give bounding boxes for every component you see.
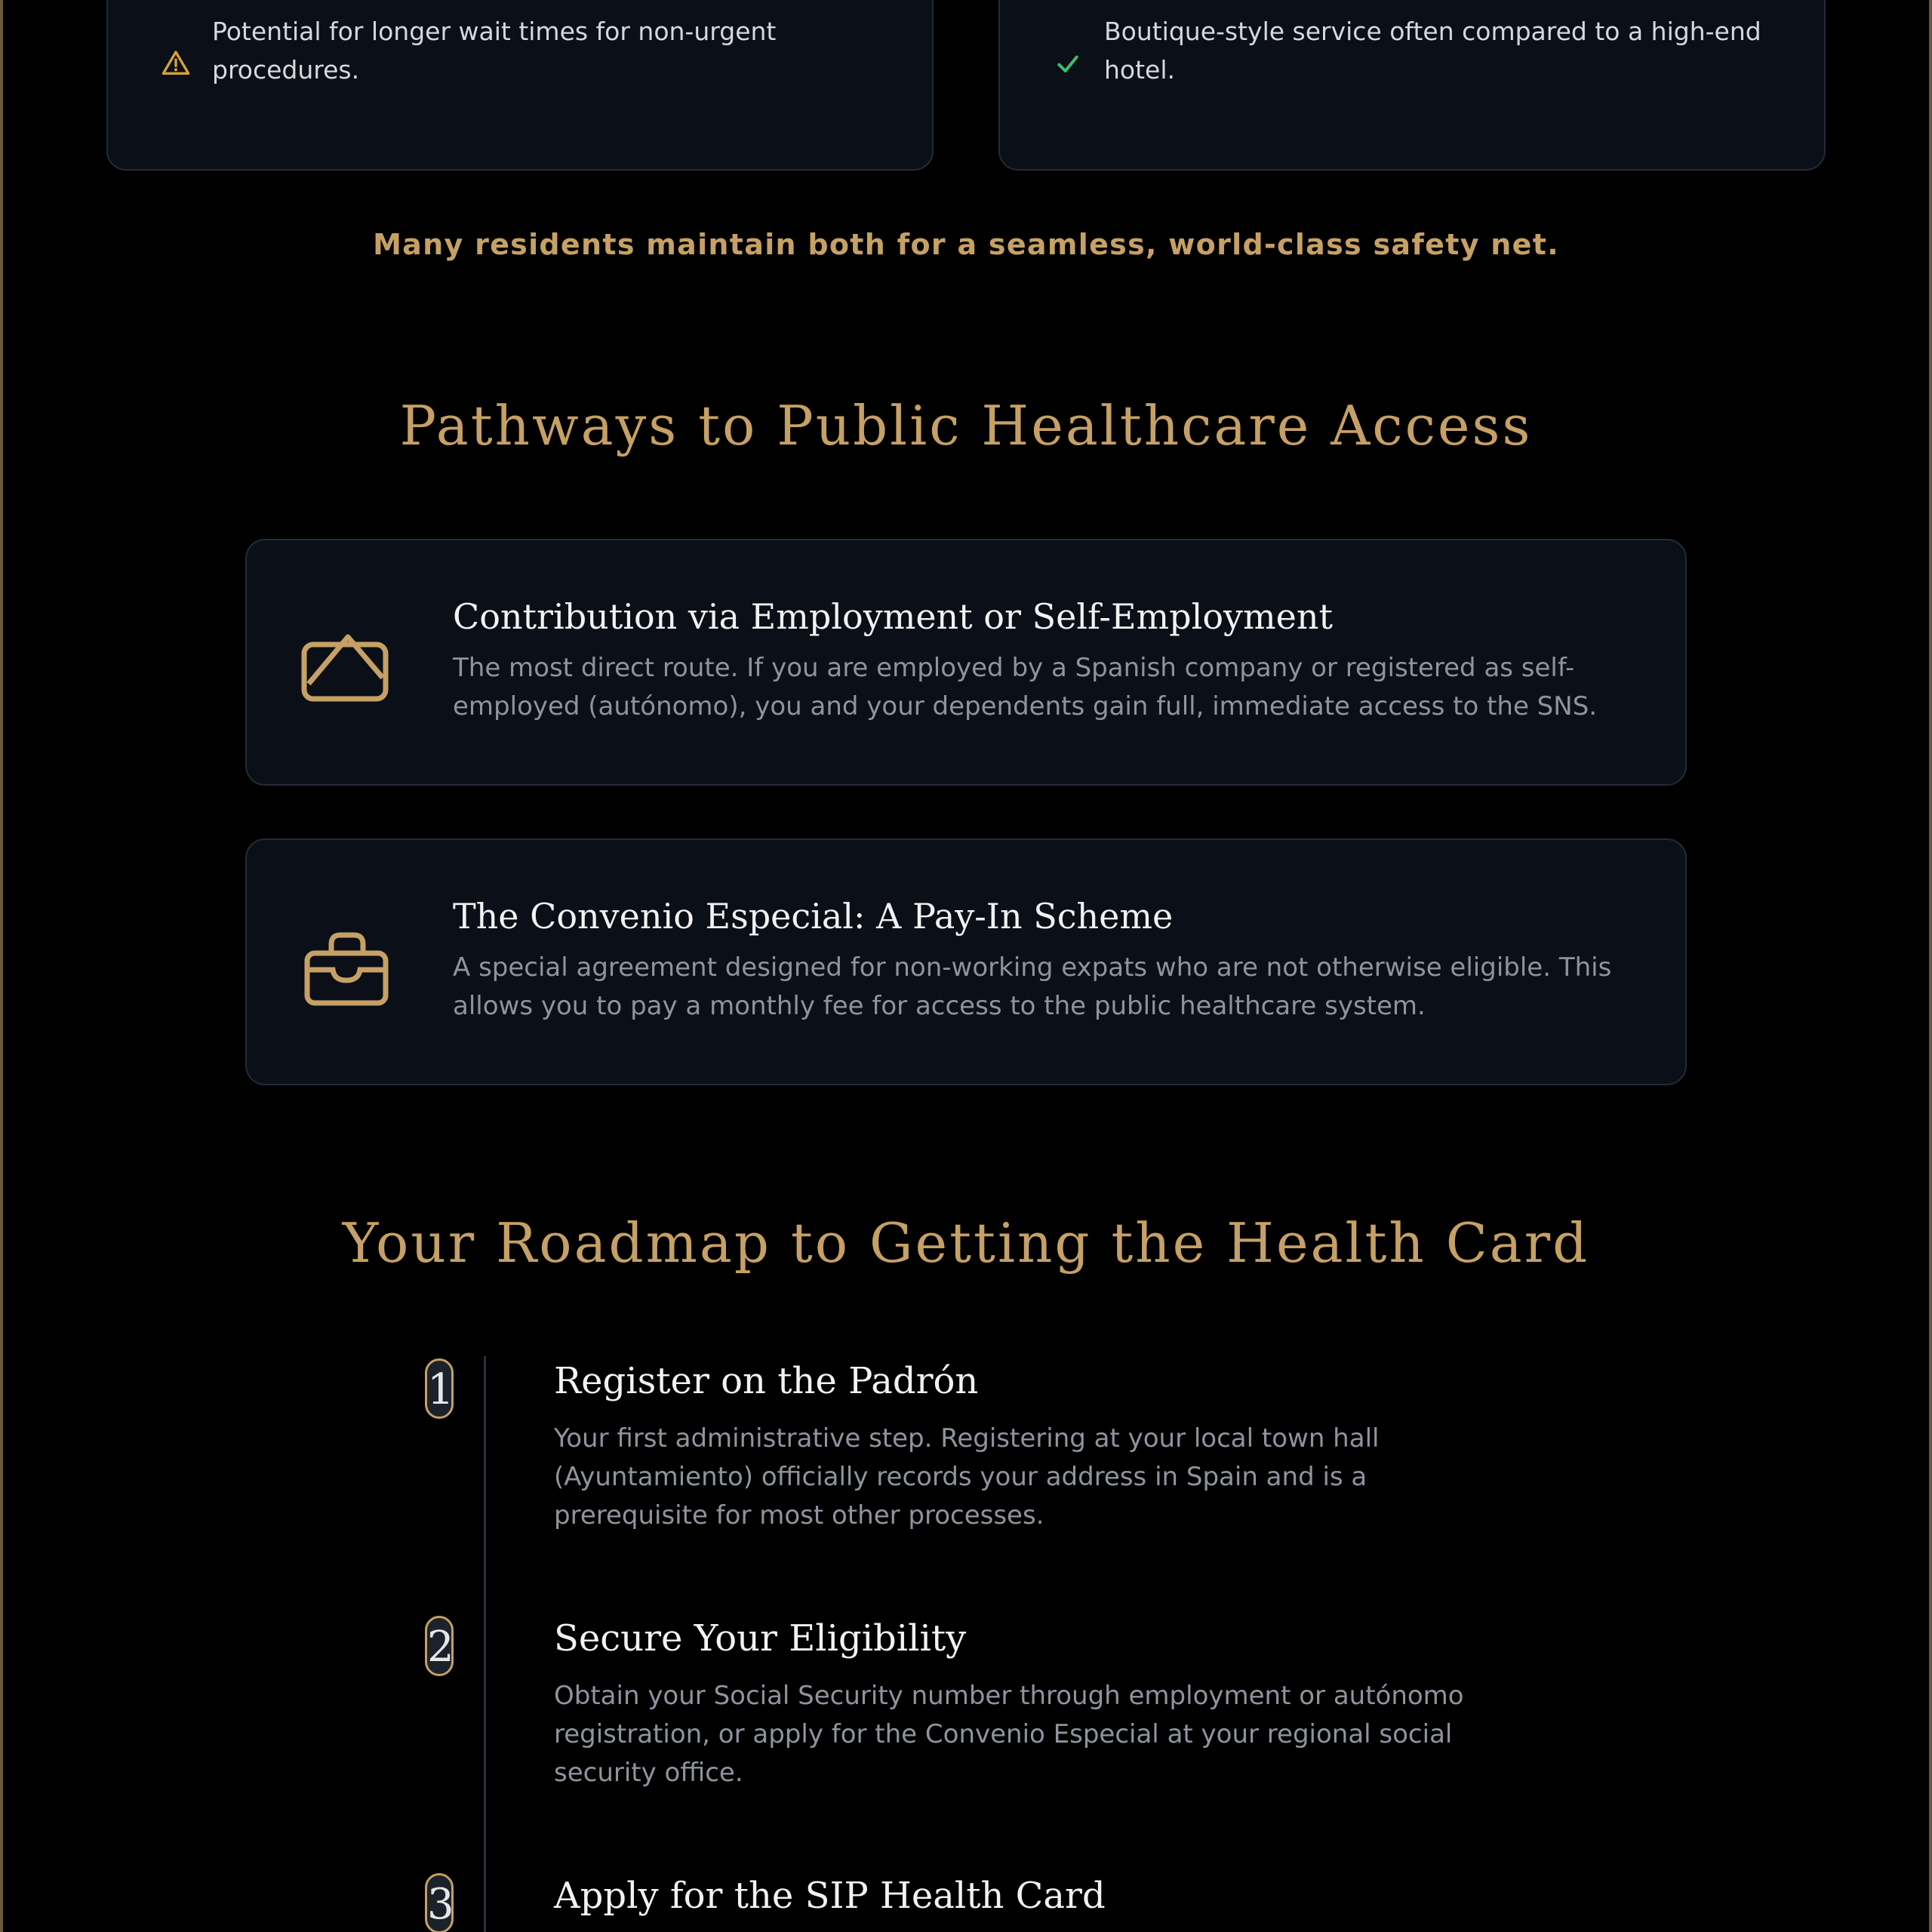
step-title: Secure Your Eligibility: [554, 1617, 967, 1660]
pathways-section-title: Pathways to Public Healthcare Access: [399, 394, 1533, 457]
briefcase-icon: [301, 931, 392, 1006]
pathway-title: The Convenio Especial: A Pay-In Scheme: [453, 896, 1174, 937]
check-icon: [1053, 48, 1083, 78]
comparison-summary: Many residents maintain both for a seamless, world-class safety net.: [373, 228, 1559, 261]
public-card-item: Potential for longer wait times for non-urgent procedures.: [212, 17, 777, 85]
step-number-badge: 3: [425, 1873, 454, 1932]
pathway-card-employment: [245, 539, 1687, 786]
pathway-description: The most direct route. If you are employed by a Spanish company or registered as self-employed (autónomo), you and your dependents gain full, immediate access to the SNS.: [453, 653, 1598, 721]
step-description: Your first administrative step. Registering at your local town hall (Ayuntamiento) officially records your address in Spain and is a prerequisite for most other processes.: [554, 1423, 1380, 1531]
public-healthcare-card: [106, 0, 934, 171]
roadmap-section-title: Your Roadmap to Getting the Health Card: [342, 1211, 1590, 1275]
warning-icon: [161, 48, 191, 78]
step-number-badge: 1: [425, 1358, 454, 1419]
timeline-line: [484, 1356, 486, 1932]
private-healthcare-card: [998, 0, 1826, 171]
pathway-title: Contribution via Employment or Self-Employment: [453, 596, 1333, 637]
step-title: Register on the Padrón: [554, 1360, 979, 1402]
frame-edge-right: [1929, 0, 1932, 1932]
private-card-item: Boutique-style service often compared to a high-end hotel.: [1104, 17, 1761, 85]
frame-edge-left: [0, 0, 3, 1932]
step-description: Obtain your Social Security number through employment or autónomo registration, or apply for the Convenio Especial at your regional social security office.: [554, 1681, 1464, 1788]
employment-icon: [301, 631, 392, 706]
pathway-card-convenio: [245, 838, 1687, 1085]
step-number-badge: 2: [425, 1616, 454, 1676]
pathway-description: A special agreement designed for non-working expats who are not otherwise eligible. This allows you to pay a monthly fee for access to the public healthcare system.: [453, 952, 1612, 1021]
step-title: Apply for the SIP Health Card: [554, 1875, 1106, 1917]
